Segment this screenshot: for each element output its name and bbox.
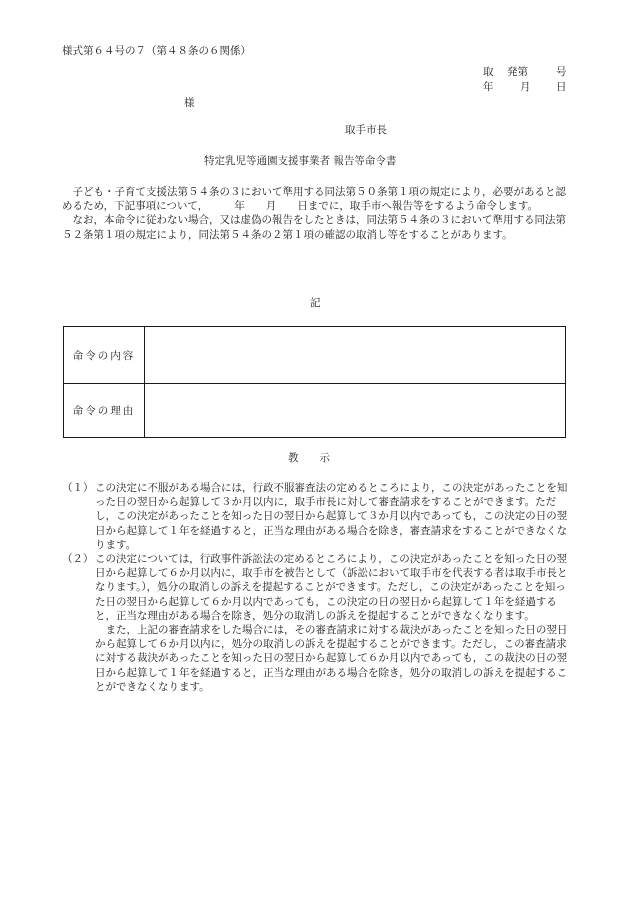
issuer-name: 取手市長 (345, 124, 387, 136)
recipient-suffix: 様 (184, 97, 195, 109)
order-reason-value (145, 384, 566, 438)
document-title: 特定乳児等通園支援事業者 報告等命令書 (204, 155, 397, 167)
table-row (64, 327, 566, 384)
ki-heading: 記 (310, 297, 321, 309)
order-table (63, 326, 566, 438)
instruction-notes (62, 481, 570, 694)
note-item (62, 552, 570, 623)
note-number: （２） (62, 553, 94, 566)
form-number: 様式第６４号の７（第４８条の６関係） (62, 45, 251, 57)
date-month: 月 (520, 81, 531, 93)
order-content-label: 命令の内容 (64, 327, 145, 384)
doc-number-suffix: 号 (556, 66, 567, 78)
order-reason-label: 命令の理由 (64, 384, 145, 438)
note-item (62, 481, 570, 552)
body-paragraph-2: なお，本命令に従わない場合，又は虚偽の報告をしたときは，同法第５４条の３において準用する同法第５２条第１項の規定により，同法第５４条の２第１項の確認の取消し等をすることがあります。 (62, 214, 566, 241)
body-text (62, 185, 568, 242)
doc-number-middle: 発第 (507, 66, 528, 78)
note-supplement: また，上記の審査請求をした場合には，その審査請求に対する裁決があったことを知った日の翌日から起算して６か月以内に，処分の取消しの訴えを提起することができます。ただし，この審査請求に対する裁決があったことを知った日の翌日から起算して６か月以内であっても，この裁決の日の翌日から起算して１年を経過すると，正当な理由がある場合を除き，処分の取消しの訴えを提起することができなくなります。 (95, 624, 568, 693)
body-paragraph-1: 子ども・子育て支援法第５４条の３において準用する同法第５０条第１項の規定により，必要があると認めるため，下記事項について， 年 月 日までに，取手市へ報告等をするよう命令します。 (62, 186, 566, 213)
table-row (64, 384, 566, 438)
doc-number-prefix: 取 (483, 66, 494, 78)
order-content-value (145, 327, 566, 384)
note-text: この決定に不服がある場合には，行政不服審査法の定めるところにより，この決定があったことを知った日の翌日から起算して３か月以内に，取手市長に対して審査請求をすることができます。ただし，この決定があったことを知った日の翌日から起算して３か月以内であっても，この決定の日の翌日から起算して１年を経過すると，正当な理由がある場合を除き，審査請求をすることができなくなります。 (95, 482, 568, 551)
date-year: 年 (483, 81, 494, 93)
note-text: この決定については，行政事件訴訟法の定めるところにより，この決定があったことを知った日の翌日から起算して６か月以内に，取手市を被告として（訴訟において取手市を代表する者は取手市長となります。），処分の取消しの訴えを提起することができます。ただし，この決定があったことを知った日の翌日から起算して６か月以内であっても，この決定の日の翌日から起算して１年を経過すると，正当な理由がある場合を除き，処分の取消しの訴えを提起することができなくなります。 (95, 553, 568, 622)
kyoji-heading: 教 示 (288, 452, 330, 464)
date-day: 日 (556, 81, 567, 93)
note-number: （１） (62, 482, 94, 494)
